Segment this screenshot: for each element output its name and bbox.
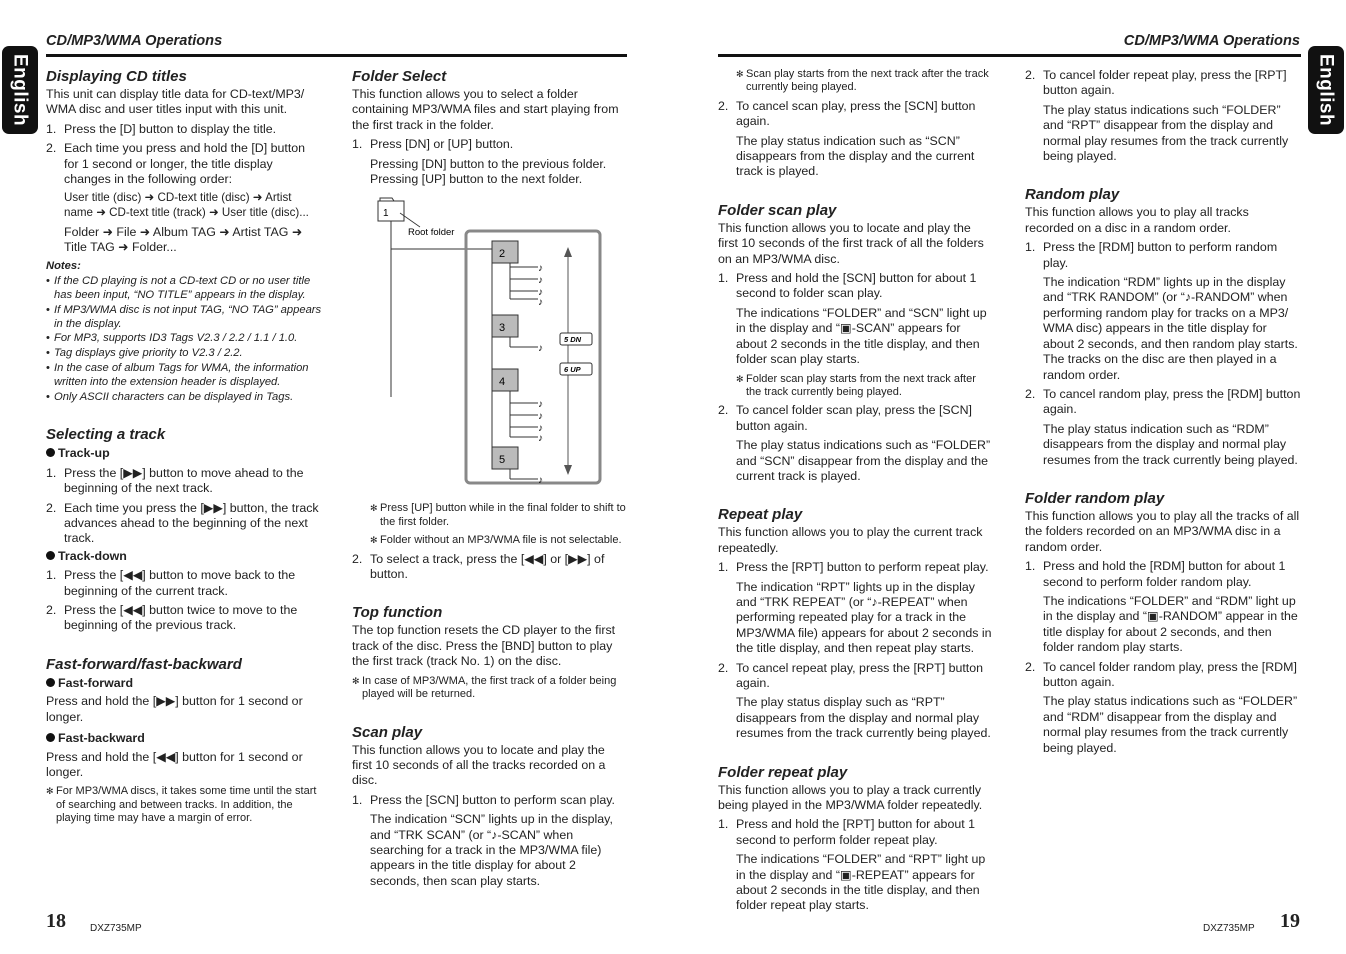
paragraph: The indications “FOLDER” and “RPT” light up in the display and “▣-REPEAT” appears for about 2 seconds in the title display, and then folder repeat play starts. [736,852,986,913]
list-item: 1. Press the [RDM] button to perform random play. [1025,240,1278,270]
arrow-up-icon [564,247,572,257]
track-icon: ♪ [538,343,543,355]
list-item: 2. To cancel folder repeat play, press the [RPT] button again. [1025,68,1287,98]
track-icon: ♪ [538,433,543,445]
list-item: 1. Press [DN] or [UP] button. [352,137,514,152]
list-item: 2. To cancel folder scan play, press the [SCN] button again. [718,403,972,433]
footnote: ✻ For MP3/WMA discs, it takes some time until the start of searching and between tracks. In addition, the playing time may have a margin of error. [46,785,317,825]
track-icon: ♪ [538,263,543,275]
paragraph: The play status indications such “FOLDER” and “RPT” disappear from the display and normal play resumes from the track currently being played. [1043,102,1289,164]
note-item: • If MP3/WMA disc is not input TAG, “NO TAG” appears in the display. [46,303,322,330]
column-4 [1025,68,1301,756]
track-icon: ♪ [538,399,543,411]
paragraph: The indications “FOLDER” and “SCN” light up in the display and “▣-SCAN” appears for about 2 seconds in the title display, and then folder scan play starts. [736,305,987,367]
section-title: Displaying CD titles [46,68,187,85]
folder-3 [492,315,518,337]
paragraph: This function allows you to play all the tracks of all the folders recorded on an MP3/WMA disc in a random order. [1025,508,1300,554]
paragraph: This unit can display title data for CD-text/MP3/ WMA disc and user titles input with this unit. [46,87,305,117]
list-item: 1. Press the [RPT] button to perform repeat play. [718,560,989,575]
list-item: 1. Press and hold the [SCN] button for about 1 second to folder scan play. [718,271,977,301]
paragraph: Press and hold the [▶▶] button for 1 second or longer. [46,694,303,724]
paragraph: The play status display such as “RPT” disappears from the display and normal play resumes from the track currently being played. [736,695,991,741]
notes-title: Notes: [46,260,81,273]
track-icon: ♪ [538,275,543,287]
svg-text:3: 3 [499,322,506,335]
footnote: ✻ Folder scan play starts from the next track after the track currently being played. [736,372,976,398]
list-item: 2. Press the [◀◀] button twice to move to the beginning of the previous track. [46,603,298,633]
header-rule-left [46,54,627,57]
language-tab-left [2,46,38,134]
arrow-down-icon [564,465,572,475]
root-folder-label: Root folder [408,227,455,239]
up-button-icon [560,363,592,375]
display-order-1: User title (disc) ➜ CD-text title (disc) ➜ Artist name ➜ CD-text title (track) ➜ User title (disc)... [64,191,309,220]
display-order-2: Folder ➜ File ➜ Album TAG ➜ Artist TAG ➜ Title TAG ➜ Folder... [64,224,303,255]
paragraph: The top function resets the CD player to the first track of the disc. Press the [BND] button to play the first track (track No. 1) on the disc. [352,623,616,669]
model-number-left: DXZ735MP [90,923,142,934]
paragraph: Pressing [DN] button to the previous folder. Pressing [UP] button to the next folder. [370,156,607,187]
folder-5 [492,447,518,469]
bullet-label: Fast-forward [46,676,322,691]
footnote: ✻ In case of MP3/WMA, the first track of a folder being played will be returned. [352,674,617,701]
column-1 [46,68,322,826]
footnote: ✻ Press [UP] button while in the final folder to shift to the first folder. [370,502,626,528]
track-icon: ♪ [538,297,543,309]
list-item: 2. Each time you press and hold the [D] button for 1 second or longer, the title display changes in the following order: [46,141,306,187]
root-folder-icon [378,198,404,221]
list-item: 2. To cancel repeat play, press the [RPT] button again. [718,660,984,690]
bullet-label: Track-up [46,446,322,461]
column-3 [718,68,993,914]
note-item: • In the case of album Tags for WMA, the information written into the extension header is displayed. [46,362,309,388]
list-item: 1. Press the [D] button to display the title. [46,121,277,136]
paragraph: The indication “RPT” lights up in the display and “TRK REPEAT” (or “♪-REPEAT” when performing repeated play for a track in the MP3/WMA file) appears for about 2 seconds in the title display, and then repeat play starts. [736,579,992,656]
notes-list [46,275,322,404]
list-item: 2. To select a track, press the [◀◀] or [▶▶] of button. [352,551,605,582]
bullet-label: Fast-backward [46,731,322,746]
language-tab-label: English [9,53,31,127]
section-title: Repeat play [718,506,803,524]
paragraph: Press and hold the [◀◀] button for 1 second or longer. [46,749,303,779]
paragraph: This function allows you to locate and play the first 10 seconds of all the tracks recorded on a disc. [352,742,606,788]
paragraph: This function allows you to select a folder containing MP3/WMA files and start playing from the first track in the folder. [352,87,619,132]
section-title: Folder scan play [718,201,837,219]
note-item: • For MP3, supports ID3 Tags V2.3 / 2.2 / 1.1 / 1.0. [46,332,298,345]
column-2 [352,68,628,889]
folder-2 [492,241,518,263]
list-item: 2. To cancel scan play, press the [SCN] button again. [718,98,976,129]
note-item: • Only ASCII characters can be displayed in Tags. [46,390,294,403]
list-item: 1. Press and hold the [RDM] button for about 1 second to perform folder random play. [1025,559,1286,589]
paragraph: This function allows you to play all tracks recorded on a disc in a random order. [1025,205,1249,235]
paragraph: The play status indications such as “FOLDER” and “RDM” disappear from the display and normal play resumes from the track currently being played. [1043,694,1298,755]
list-item: 2. To cancel random play, press the [RDM] button again. [1025,386,1301,417]
section-title: Fast-forward/fast-backward [46,655,242,673]
svg-text:4: 4 [499,376,506,389]
note-item: • If the CD playing is not a CD-text CD or no user title has been input, “NO TITLE” appears in the display. [46,275,311,302]
note-item: • Tag displays give priority to V2.3 / 2.2. [46,347,243,360]
section-title: Random play [1025,186,1120,204]
folder-group-frame [466,231,600,483]
dn-button-icon [560,333,592,345]
paragraph: The indications “FOLDER” and “RDM” light up in the display and “▣-RANDOM” appear in the title display for about 2 seconds, and then folder random play starts. [1043,593,1298,655]
section-title: Scan play [352,723,423,741]
list-item: 1. Press the [▶▶] button to move ahead to the beginning of the next track. [46,465,304,496]
list-item: 1. Press the [SCN] button to perform scan play. [352,792,615,807]
track-icon: ♪ [538,411,543,423]
track-icon: ♪ [538,475,543,487]
section-title: Folder random play [1025,489,1165,507]
list-item: 1. Press and hold the [RPT] button for about 1 second to perform folder repeat play. [718,817,976,847]
list-item: 1. Press the [◀◀] button to move back to the beginning of the current track. [46,568,296,598]
section-title: Folder Select [352,68,447,85]
list-item: 2. To cancel folder random play, press the [RDM] button again. [1025,659,1297,689]
paragraph: This function allows you to locate and play the first 10 seconds of the first track of all the folders on an MP3/WMA disc. [718,220,984,266]
header-rule-right [718,54,1301,57]
section-title: Top function [352,604,443,622]
svg-text:2: 2 [499,248,506,261]
svg-text:6 UP: 6 UP [564,365,581,375]
paragraph: The play status indication such as “RDM” disappears from the display and normal play resumes from the track currently being played. [1043,421,1298,467]
folder-tree-diagram [352,197,612,497]
section-header-right: CD/MP3/WMA Operations [1123,33,1300,49]
svg-text:5: 5 [499,454,506,467]
language-tab-label: English [1315,53,1337,127]
paragraph: This function allows you to play the current track repeatedly. [718,525,983,555]
page-number-right: 19 [1280,910,1300,932]
list-item: 2. Each time you press the [▶▶] button, the track advances ahead to the beginning of the next track. [46,500,319,546]
section-title: Selecting a track [46,426,166,444]
page-number-left: 18 [46,910,66,932]
footnote: ✻ Scan play starts from the next track after the track currently being played. [736,68,989,94]
model-number-right: DXZ735MP [1203,923,1255,934]
paragraph: The indication “RDM” lights up in the display and “TRK RANDOM” (or “♪-RANDOM” when performing random play for tracks on a MP3/ WMA disc) appears in the title display for about 2 seconds, and then random play starts. The tracks on the disc are then played in a random order. [1043,275,1298,382]
footnote: ✻ Folder without an MP3/WMA file is not selectable. [370,534,622,547]
section-title: Folder repeat play [718,763,848,781]
paragraph: This function allows you to play a track currently being played in the MP3/WMA folder repeatedly. [718,782,983,813]
paragraph: The play status indication such as “SCN” disappears from the display and the current track is played. [736,133,975,179]
bullet-label: Track-down [46,549,322,564]
paragraph: The play status indications such as “FOLDER” and “SCN” disappear from the display and the current track is played. [736,438,991,483]
folder-4 [492,369,518,391]
section-header-left: CD/MP3/WMA Operations [46,33,223,49]
track-icon: ♪ [538,423,543,435]
root-folder-number: 1 [383,208,389,220]
svg-text:5 DN: 5 DN [564,335,582,345]
language-tab-right [1308,46,1344,134]
paragraph: The indication “SCN” lights up in the display, and “TRK SCAN” (or “♪-SCAN” when searching for a track in the MP3/WMA file) appears in the title display for about 2 seconds, then scan play starts. [370,812,613,888]
track-icon: ♪ [538,287,543,299]
